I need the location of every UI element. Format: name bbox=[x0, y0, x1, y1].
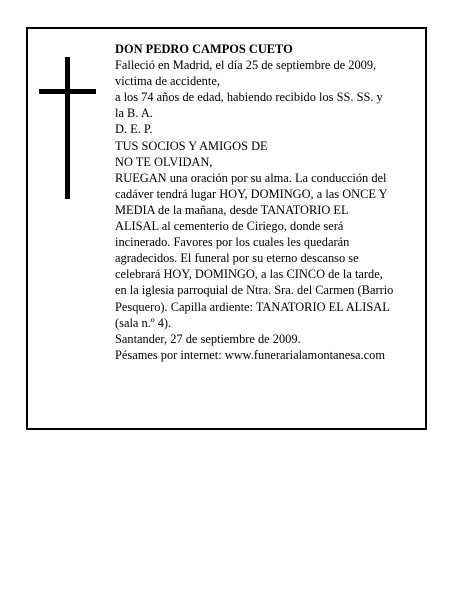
notice-line: celebrará HOY, DOMINGO, a las CINCO de la tarde, bbox=[115, 267, 383, 282]
notice-line: cadáver tendrá lugar HOY, DOMINGO, a las ONCE Y bbox=[115, 186, 388, 201]
notice-line: víctima de accidente, bbox=[115, 74, 220, 89]
notice-line: incinerado. Favores por los cuales les quedarán bbox=[115, 235, 350, 250]
notice-line: TUS SOCIOS Y AMIGOS DE bbox=[115, 138, 268, 153]
notice-line: RUEGAN una oración por su alma. La conducción del bbox=[115, 170, 387, 185]
obituary-notice bbox=[26, 27, 427, 430]
notice-line: a los 74 años de edad, habiendo recibido los SS. SS. y bbox=[115, 90, 383, 105]
notice-line: en la iglesia parroquial de Ntra. Sra. del Carmen (Barrio bbox=[115, 283, 394, 298]
notice-line: Santander, 27 de septiembre de 2009. bbox=[115, 331, 301, 346]
notice-line: MEDIA de la mañana, desde TANATORIO EL bbox=[115, 202, 349, 217]
cross-horizontal-bar bbox=[39, 89, 96, 94]
notice-line: Pesquero). Capilla ardiente: TANATORIO EL ALISAL bbox=[115, 299, 390, 314]
deceased-name: DON PEDRO CAMPOS CUETO bbox=[115, 42, 293, 56]
notice-line: la B. A. bbox=[115, 106, 153, 121]
notice-line: Pésames por internet: www.funerarialamontanesa.com bbox=[115, 347, 385, 362]
notice-body bbox=[115, 41, 427, 363]
notice-line: (sala n.º 4). bbox=[115, 315, 172, 330]
notice-line: agradecidos. El funeral por su eterno descanso se bbox=[115, 251, 359, 266]
notice-line: D. E. P. bbox=[115, 122, 153, 137]
notice-line: NO TE OLVIDAN, bbox=[115, 154, 213, 169]
notice-line: Falleció en Madrid, el día 25 de septiembre de 2009, bbox=[115, 58, 377, 73]
cross-vertical-bar bbox=[65, 57, 70, 199]
notice-line: ALISAL al cementerio de Ciriego, donde será bbox=[115, 219, 344, 234]
